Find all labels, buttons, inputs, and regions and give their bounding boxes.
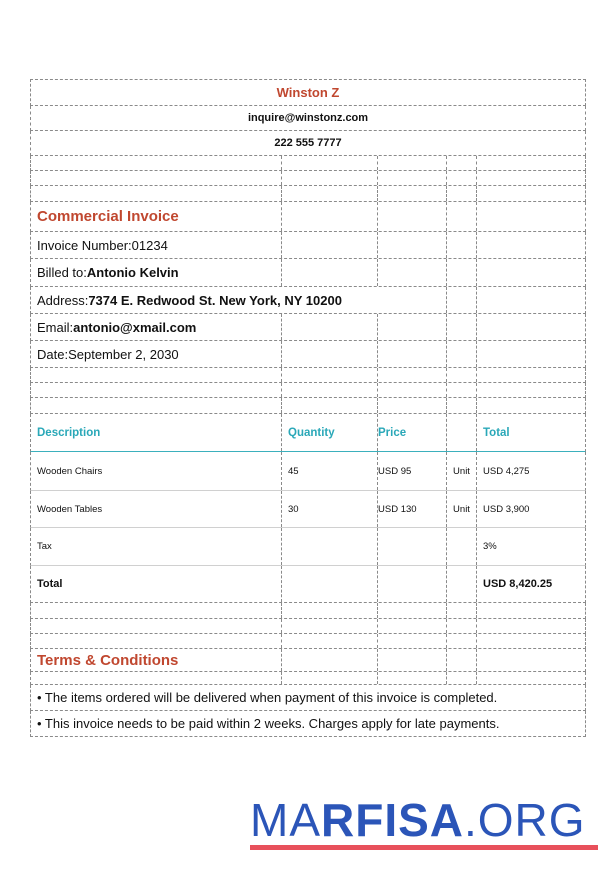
billed-to-row: [30, 259, 586, 287]
date-row: [30, 341, 586, 368]
client-email-label: Email:: [37, 319, 74, 335]
tax-value: 3%: [483, 541, 497, 552]
terms-item-row: [30, 711, 586, 737]
spacer-row: [30, 171, 586, 186]
email-row: [30, 314, 586, 341]
item-total: USD 4,275: [483, 465, 530, 477]
billed-to: [31, 259, 282, 286]
invoice-number-row: [30, 232, 586, 259]
item-total: USD 3,900: [483, 503, 530, 515]
invoice-title: Commercial Invoice: [31, 202, 282, 231]
header-quantity: Quantity: [282, 414, 378, 451]
item-unit: Unit: [447, 452, 477, 490]
item-description: Wooden Tables: [31, 491, 282, 527]
invoice-number: [31, 232, 282, 258]
item-price: USD 95: [378, 452, 447, 490]
spacer-row: [30, 672, 586, 685]
terms-item: • This invoice needs to be paid within 2 weeks. Charges apply for late payments.: [37, 716, 500, 731]
item-unit: Unit: [447, 491, 477, 527]
tax-label: Tax: [31, 528, 282, 565]
table-row: [30, 491, 586, 528]
item-price: USD 130: [378, 491, 447, 527]
header-price: Price: [378, 414, 447, 451]
logo-part-rfisa: RFISA: [321, 794, 464, 846]
company-phone-row: [30, 131, 586, 156]
header-total: Total: [483, 426, 510, 439]
table-header-row: [30, 414, 586, 452]
invoice-date: [31, 341, 282, 367]
item-description: Wooden Chairs: [31, 452, 282, 490]
address-row: [30, 287, 586, 314]
spacer-row: [30, 186, 586, 202]
logo-part-ma: MA: [250, 794, 321, 846]
grand-total-row: [30, 566, 586, 603]
marfisa-logo: [250, 795, 598, 850]
spacer-row: [30, 368, 586, 383]
total-value: USD 8,420.25: [483, 578, 553, 590]
terms-title-row: [30, 649, 586, 672]
logo-part-org: .ORG: [464, 794, 586, 846]
total-label: Total: [31, 566, 282, 602]
item-quantity: 45: [282, 452, 378, 490]
logo-text: [250, 795, 598, 845]
company-email-row: [30, 106, 586, 131]
invoice-sheet: [30, 79, 586, 737]
company-name: Winston Z: [276, 85, 340, 100]
header-unit: [447, 414, 477, 451]
invoice-number-value: 01234: [131, 237, 168, 253]
client-email: [31, 314, 282, 340]
invoice-number-label: Invoice Number:: [37, 237, 132, 253]
header-description: Description: [31, 414, 282, 451]
client-email-value: antonio@xmail.com: [73, 319, 197, 335]
company-name-row: [30, 79, 586, 106]
terms-item: • The items ordered will be delivered when payment of this invoice is completed.: [37, 690, 498, 705]
spacer-row: [30, 634, 586, 649]
terms-item-row: [30, 685, 586, 711]
date-value: September 2, 2030: [68, 346, 179, 362]
spacer-row: [30, 156, 586, 171]
address-label: Address:: [37, 292, 89, 308]
table-row: [30, 452, 586, 491]
spacer-row: [30, 398, 586, 414]
billed-to-label: Billed to:: [37, 265, 87, 280]
address-value: 7374 E. Redwood St. New York, NY 10200: [88, 292, 342, 308]
terms-title: Terms & Conditions: [31, 649, 282, 671]
tax-row: [30, 528, 586, 566]
item-quantity: 30: [282, 491, 378, 527]
spacer-row: [30, 383, 586, 398]
spacer-row: [30, 619, 586, 634]
billed-to-value: Antonio Kelvin: [86, 265, 179, 280]
date-label: Date:: [37, 346, 69, 362]
address: [31, 287, 447, 313]
spacer-row: [30, 603, 586, 619]
company-email: inquire@winstonz.com: [247, 112, 369, 124]
company-phone: 222 555 7777: [274, 137, 342, 149]
invoice-title-row: [30, 202, 586, 232]
